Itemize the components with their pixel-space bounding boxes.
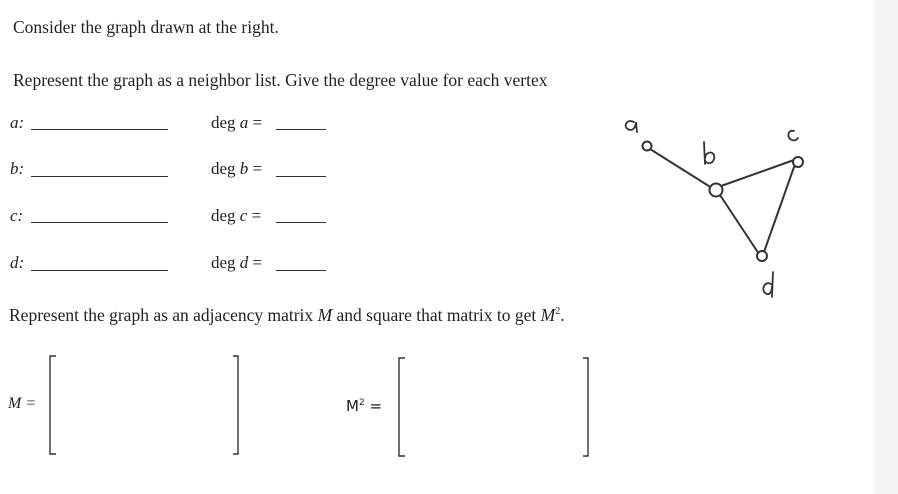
graph-drawing [610, 100, 820, 310]
vertex-a [643, 142, 652, 151]
instruction-neighbor-list: Represent the graph as a neighbor list. Give the degree value for each vertex [13, 70, 548, 90]
deg-var: a [239, 113, 249, 132]
instr-part: . [560, 305, 565, 325]
m2-text: M [346, 397, 359, 415]
page-edge-shadow [874, 0, 898, 494]
degree-label-c [211, 206, 261, 226]
deg-text: deg [211, 113, 240, 132]
edge-c-d [764, 167, 794, 252]
degree-blank-d[interactable] [276, 270, 326, 271]
vertex-d [757, 251, 767, 261]
deg-eq: = [247, 206, 262, 225]
vertex-c [793, 157, 803, 167]
deg-text: deg [211, 159, 240, 178]
matrix-m-label: M = [8, 395, 37, 412]
deg-eq: = [248, 253, 263, 272]
deg-var: b [239, 159, 249, 178]
deg-text: deg [211, 206, 240, 225]
deg-text: deg [211, 253, 240, 272]
neighbor-blank-a[interactable] [31, 129, 168, 130]
vertex-letter-a [626, 121, 637, 132]
degree-blank-a[interactable] [276, 129, 326, 130]
degree-blank-c[interactable] [276, 222, 326, 223]
vertex-b [710, 184, 723, 197]
instruction-adjacency-matrix [9, 305, 565, 326]
deg-eq: = [248, 159, 263, 178]
instr-sup: 2 [555, 306, 561, 318]
degree-label-d [211, 253, 262, 273]
vertex-letter-c [788, 131, 798, 141]
neighbor-blank-c[interactable] [31, 222, 168, 223]
degree-label-a [211, 113, 262, 133]
vertex-label-c: c: [10, 206, 24, 225]
vertex-label-a: a: [10, 113, 25, 132]
matrix-m-entry-area[interactable] [58, 358, 234, 452]
deg-eq: = [248, 113, 263, 132]
vertex-label-d: d: [10, 253, 25, 272]
m2-sup: 2 [358, 398, 365, 408]
degree-label-b [211, 159, 262, 179]
matrix-m2-entry-area[interactable] [407, 360, 583, 454]
deg-var: d [239, 253, 249, 272]
neighbor-blank-d[interactable] [31, 270, 168, 271]
edge-a-b [650, 149, 712, 188]
instr-part: and square that matrix to get [332, 305, 541, 325]
edge-b-d [720, 195, 759, 254]
instr-m2: M [540, 305, 556, 325]
instr-part: Represent the graph as an adjacency matrix [9, 305, 318, 325]
instr-m: M [317, 305, 333, 325]
degree-blank-b[interactable] [276, 176, 326, 177]
instruction-consider-graph: Consider the graph drawn at the right. [13, 17, 279, 37]
vertex-letter-d [763, 272, 773, 297]
deg-var: c [239, 206, 248, 225]
edge-b-c [721, 160, 794, 186]
matrix-m2-label [346, 397, 382, 415]
neighbor-blank-b[interactable] [31, 176, 168, 177]
vertex-letter-b [704, 142, 714, 164]
m2-eq: = [364, 397, 383, 415]
vertex-label-b: b: [10, 159, 25, 178]
